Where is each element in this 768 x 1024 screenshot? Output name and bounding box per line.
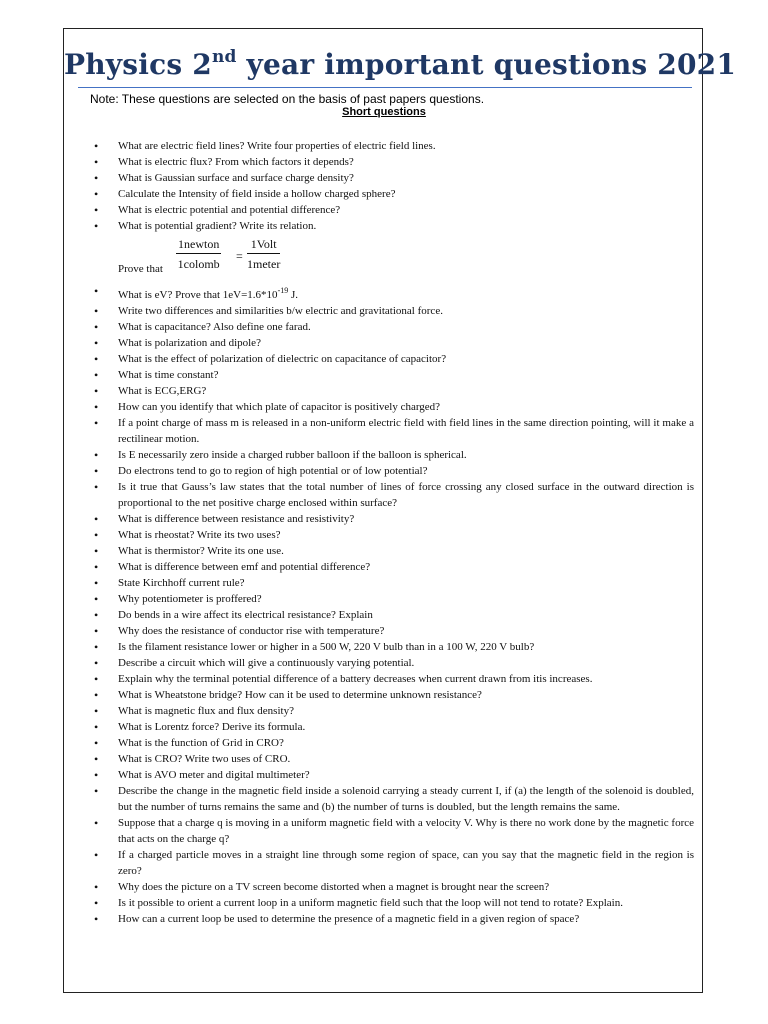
question-item: • Why potentiometer is proffered?	[86, 591, 694, 607]
question-item: • Do electrons tend to go to region of high potential or of low potential?	[86, 463, 694, 479]
title-underline	[78, 87, 692, 88]
question-item: • What is capacitance? Also define one farad.	[86, 319, 694, 335]
question-item: • What is difference between emf and potential difference?	[86, 559, 694, 575]
question-item: • What is Gaussian surface and surface charge density?	[86, 170, 694, 186]
question-item: • Describe the change in the magnetic field inside a solenoid carrying a steady current I, if (a) the length of the solenoid is doubled, but the number of turns remains the same and (b) the number of turns is doubled, but the length remains the same.	[86, 783, 694, 815]
question-item: • Why does the picture on a TV screen become distorted when a magnet is brought near the screen?	[86, 879, 694, 895]
equals-sign: =	[236, 249, 243, 263]
prove-label: Prove that	[118, 263, 163, 275]
question-item: • Is it possible to orient a current loop in a uniform magnetic field such that the loop will not tend to rotate? Explain.	[86, 895, 694, 911]
left-fraction: 1newton 1colomb	[177, 237, 220, 271]
question-item: • Is the filament resistance lower or higher in a 500 W, 220 V bulb than in a 100 W, 220 V bulb?	[86, 639, 694, 655]
question-item: • What is electric potential and potential difference?	[86, 202, 694, 218]
question-item: • Describe a circuit which will give a continuously varying potential.	[86, 655, 694, 671]
question-item: • What is rheostat? Write its two uses?	[86, 527, 694, 543]
question-item: • Calculate the Intensity of field inside a hollow charged sphere?	[86, 186, 694, 202]
note-text: Note: These questions are selected on the basis of past papers questions.	[90, 92, 485, 106]
unit-equation	[118, 234, 418, 283]
right-fraction: 1Volt 1meter	[247, 237, 281, 271]
question-item: • Why does the resistance of conductor rise with temperature?	[86, 623, 694, 639]
document-page	[63, 28, 737, 993]
question-item: • What is magnetic flux and flux density?	[86, 703, 694, 719]
question-item: • What is the function of Grid in CRO?	[86, 735, 694, 751]
question-item: • What is electric flux? From which factors it depends?	[86, 154, 694, 170]
question-item: • How can you identify that which plate of capacitor is positively charged?	[86, 399, 694, 415]
question-item: • What is difference between resistance and resistivity?	[86, 511, 694, 527]
question-item: • What is thermistor? Write its one use.	[86, 543, 694, 559]
question-item: • What is time constant?	[86, 367, 694, 383]
question-item: • Explain why the terminal potential difference of a battery decreases when current drawn from itis increases.	[86, 671, 694, 687]
question-item: • Suppose that a charge q is moving in a uniform magnetic field with a velocity V. Why is there no work done by the magnetic force that acts on the charge q?	[86, 815, 694, 847]
question-item: • What is CRO? Write two uses of CRO.	[86, 751, 694, 767]
question-item: • Do bends in a wire affect its electrical resistance? Explain	[86, 607, 694, 623]
question-item: • What is Wheatstone bridge? How can it be used to determine unknown resistance?	[86, 687, 694, 703]
question-item: • How can a current loop be used to determine the presence of a magnetic field in a given region of space?	[86, 911, 694, 927]
question-item: • What is ECG,ERG?	[86, 383, 694, 399]
section-heading: Short questions	[342, 106, 426, 118]
page-title: Physics 2nd year important questions 2021	[64, 47, 737, 81]
question-item: • What is eV? Prove that $1eV=1.6*10^{-19}$ J.	[86, 283, 694, 303]
question-item: • Write two differences and similarities b/w electric and gravitational force.	[86, 303, 694, 319]
question-item: • If a charged particle moves in a straight line through some region of space, can you say that the magnetic field in the region is zero?	[86, 847, 694, 879]
question-item: • What is the effect of polarization of dielectric on capacitance of capacitor?	[86, 351, 694, 367]
exponent: -19	[277, 286, 289, 295]
question-item: • What is Lorentz force? Derive its formula.	[86, 719, 694, 735]
question-item: • If a point charge of mass m is released in a non-uniform electric field with field lines in the same direction pointing, will it make a rectilinear motion.	[86, 415, 694, 447]
question-item: • What is potential gradient? Write its relation.	[86, 218, 694, 234]
question-list	[86, 138, 694, 927]
question-item: • Is E necessarily zero inside a charged rubber balloon if the balloon is spherical.	[86, 447, 694, 463]
question-item: • State Kirchhoff current rule?	[86, 575, 694, 591]
question-item: • What is AVO meter and digital multimeter?	[86, 767, 694, 783]
formula-row	[86, 234, 694, 283]
question-item: • What are electric field lines? Write four properties of electric field lines.	[86, 138, 694, 154]
question-item: • What is polarization and dipole?	[86, 335, 694, 351]
question-item: • Is it true that Gauss’s law states that the total number of lines of force crossing any closed surface in the outward direction is proportional to the net positive charge enclosed within surface?	[86, 479, 694, 511]
